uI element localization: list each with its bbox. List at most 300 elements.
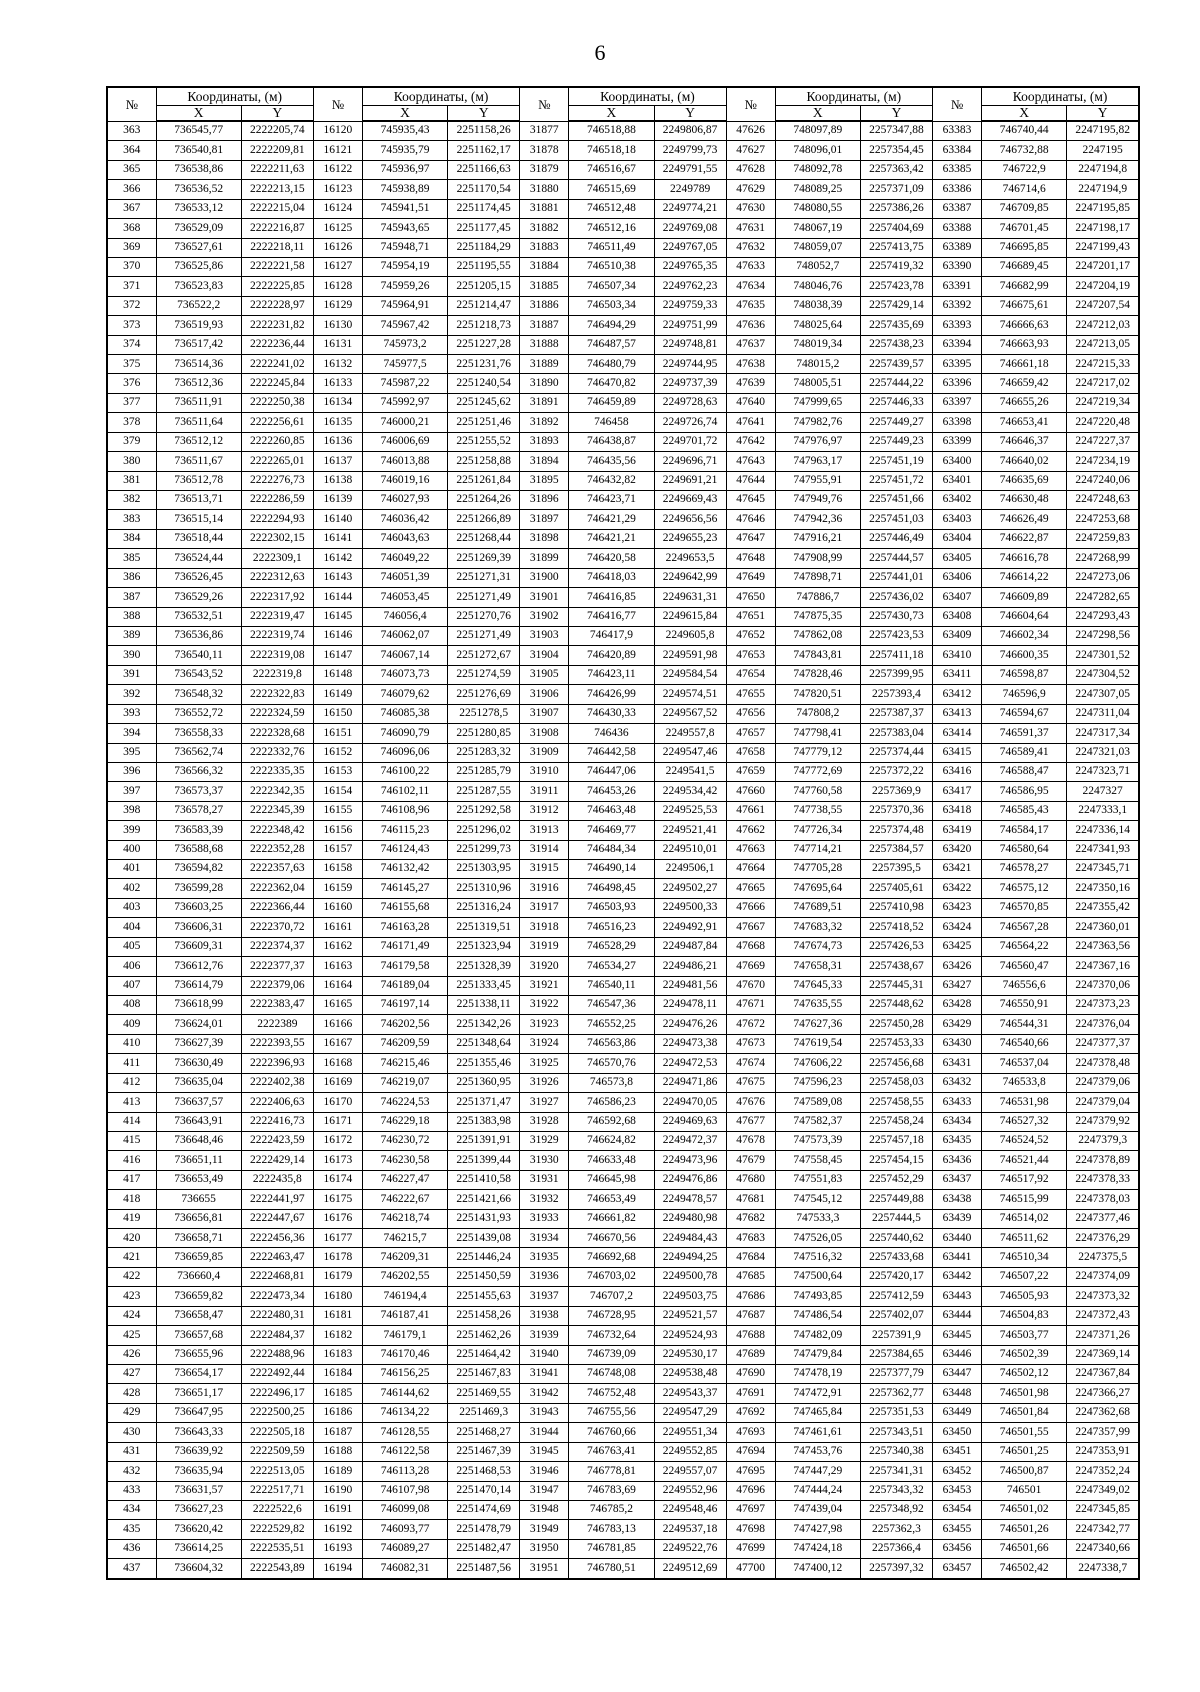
point-number-cell: 16146 xyxy=(313,626,362,645)
table-row xyxy=(107,1403,1139,1422)
point-number-cell: 31934 xyxy=(520,1229,569,1248)
point-number-cell: 47661 xyxy=(726,801,775,820)
y-coordinate-cell: 2247355,42 xyxy=(1067,898,1139,917)
x-coordinate-cell: 736660,4 xyxy=(156,1267,241,1286)
y-coordinate-cell: 2251269,39 xyxy=(448,549,520,568)
point-number-cell: 31930 xyxy=(520,1151,569,1170)
x-coordinate-cell: 746573,8 xyxy=(569,1073,654,1092)
point-number-cell: 31943 xyxy=(520,1403,569,1422)
table-row xyxy=(107,238,1139,257)
table-row xyxy=(107,646,1139,665)
y-coordinate-cell: 2251469,55 xyxy=(448,1384,520,1403)
y-coordinate-cell: 2257386,26 xyxy=(860,199,932,218)
point-number-cell: 16148 xyxy=(313,665,362,684)
x-coordinate-cell: 736545,77 xyxy=(156,121,241,141)
point-number-cell: 63431 xyxy=(933,1054,982,1073)
y-coordinate-cell: 2222456,36 xyxy=(241,1229,313,1248)
point-number-cell: 47664 xyxy=(726,860,775,879)
y-coordinate-cell: 2249767,05 xyxy=(654,238,726,257)
y-coordinate-cell: 2257413,75 xyxy=(860,238,932,257)
x-coordinate-cell: 736540,81 xyxy=(156,141,241,160)
point-number-cell: 63416 xyxy=(933,762,982,781)
y-coordinate-cell: 2222312,63 xyxy=(241,568,313,587)
y-coordinate-cell: 2251162,17 xyxy=(448,141,520,160)
y-coordinate-cell: 2249552,85 xyxy=(654,1442,726,1461)
x-coordinate-cell: 745938,89 xyxy=(362,180,447,199)
table-row xyxy=(107,801,1139,820)
point-number-cell: 31910 xyxy=(520,762,569,781)
y-coordinate-cell: 2247376,29 xyxy=(1067,1229,1139,1248)
table-row xyxy=(107,1520,1139,1539)
table-row xyxy=(107,568,1139,587)
x-coordinate-cell: 748038,39 xyxy=(775,296,860,315)
x-coordinate-cell: 746703,02 xyxy=(569,1267,654,1286)
x-coordinate-cell: 736604,32 xyxy=(156,1559,241,1579)
y-coordinate-cell: 2222205,74 xyxy=(241,121,313,141)
x-coordinate-cell: 746547,36 xyxy=(569,995,654,1014)
y-coordinate-cell: 2249478,57 xyxy=(654,1190,726,1209)
point-number-cell: 31945 xyxy=(520,1442,569,1461)
x-coordinate-cell: 746423,71 xyxy=(569,491,654,510)
y-coordinate-cell: 2222216,87 xyxy=(241,219,313,238)
point-number-cell: 16174 xyxy=(313,1170,362,1189)
point-number-cell: 31901 xyxy=(520,588,569,607)
y-coordinate-cell: 2247378,89 xyxy=(1067,1151,1139,1170)
point-number-cell: 63452 xyxy=(933,1462,982,1481)
y-coordinate-cell: 2251292,58 xyxy=(448,801,520,820)
y-coordinate-cell: 2247341,93 xyxy=(1067,840,1139,859)
y-coordinate-cell: 2251276,69 xyxy=(448,685,520,704)
point-number-cell: 397 xyxy=(107,782,156,801)
x-coordinate-cell: 746570,85 xyxy=(982,898,1067,917)
point-number-cell: 436 xyxy=(107,1539,156,1558)
table-row xyxy=(107,1170,1139,1189)
x-coordinate-cell: 746108,96 xyxy=(362,801,447,820)
point-number-cell: 31886 xyxy=(520,296,569,315)
x-coordinate-cell: 746653,49 xyxy=(569,1190,654,1209)
y-header: Y xyxy=(241,106,313,122)
x-coordinate-cell: 746540,66 xyxy=(982,1034,1067,1053)
point-number-cell: 47670 xyxy=(726,976,775,995)
y-coordinate-cell: 2257458,55 xyxy=(860,1093,932,1112)
point-number-cell: 47675 xyxy=(726,1073,775,1092)
y-coordinate-cell: 2257446,33 xyxy=(860,393,932,412)
x-header: X xyxy=(569,106,654,122)
y-coordinate-cell: 2257393,4 xyxy=(860,685,932,704)
y-coordinate-cell: 2222209,81 xyxy=(241,141,313,160)
y-coordinate-cell: 2222309,1 xyxy=(241,549,313,568)
x-coordinate-cell: 746589,41 xyxy=(982,743,1067,762)
x-coordinate-cell: 746155,68 xyxy=(362,898,447,917)
y-coordinate-cell: 2222218,11 xyxy=(241,238,313,257)
point-number-cell: 63412 xyxy=(933,685,982,704)
point-number-cell: 16171 xyxy=(313,1112,362,1131)
x-coordinate-cell: 736647,95 xyxy=(156,1403,241,1422)
y-coordinate-cell: 2249759,33 xyxy=(654,296,726,315)
y-coordinate-cell: 2249472,37 xyxy=(654,1131,726,1150)
point-number-cell: 31946 xyxy=(520,1462,569,1481)
y-coordinate-cell: 2257451,03 xyxy=(860,510,932,529)
x-coordinate-cell: 747760,58 xyxy=(775,782,860,801)
point-number-cell: 410 xyxy=(107,1034,156,1053)
y-coordinate-cell: 2249472,53 xyxy=(654,1054,726,1073)
y-coordinate-cell: 2249552,96 xyxy=(654,1481,726,1500)
y-coordinate-cell: 2251439,08 xyxy=(448,1229,520,1248)
y-coordinate-cell: 2247352,24 xyxy=(1067,1462,1139,1481)
y-coordinate-cell: 2251371,47 xyxy=(448,1093,520,1112)
y-coordinate-cell: 2247357,99 xyxy=(1067,1423,1139,1442)
y-coordinate-cell: 2249762,23 xyxy=(654,277,726,296)
y-coordinate-cell: 2257384,57 xyxy=(860,840,932,859)
x-header: X xyxy=(775,106,860,122)
x-coordinate-cell: 747683,32 xyxy=(775,918,860,937)
point-number-cell: 16130 xyxy=(313,316,362,335)
x-coordinate-cell: 736562,74 xyxy=(156,743,241,762)
point-number-cell: 63425 xyxy=(933,937,982,956)
point-number-cell: 47690 xyxy=(726,1365,775,1384)
y-coordinate-cell: 2257423,53 xyxy=(860,626,932,645)
point-number-cell: 16131 xyxy=(313,335,362,354)
table-row xyxy=(107,160,1139,179)
x-coordinate-cell: 746540,11 xyxy=(569,976,654,995)
point-number-cell: 31898 xyxy=(520,529,569,548)
x-coordinate-cell: 747862,08 xyxy=(775,626,860,645)
y-coordinate-cell: 2251214,47 xyxy=(448,296,520,315)
y-coordinate-cell: 2247259,83 xyxy=(1067,529,1139,548)
point-number-cell: 31921 xyxy=(520,976,569,995)
x-coordinate-cell: 747439,04 xyxy=(775,1500,860,1519)
x-coordinate-cell: 746516,67 xyxy=(569,160,654,179)
x-coordinate-cell: 747955,91 xyxy=(775,471,860,490)
y-coordinate-cell: 2247253,68 xyxy=(1067,510,1139,529)
point-number-cell: 16142 xyxy=(313,549,362,568)
table-row xyxy=(107,491,1139,510)
x-coordinate-cell: 747453,76 xyxy=(775,1442,860,1461)
point-number-cell: 16181 xyxy=(313,1306,362,1325)
y-coordinate-cell: 2257420,17 xyxy=(860,1267,932,1286)
x-coordinate-cell: 736612,76 xyxy=(156,957,241,976)
point-number-cell: 47680 xyxy=(726,1170,775,1189)
y-coordinate-cell: 2247273,06 xyxy=(1067,568,1139,587)
y-coordinate-cell: 2249473,96 xyxy=(654,1151,726,1170)
x-coordinate-cell: 747772,69 xyxy=(775,762,860,781)
y-coordinate-cell: 2247321,03 xyxy=(1067,743,1139,762)
y-coordinate-cell: 2249476,26 xyxy=(654,1015,726,1034)
x-coordinate-cell: 746113,28 xyxy=(362,1462,447,1481)
point-number-cell: 47665 xyxy=(726,879,775,898)
point-number-cell: 16168 xyxy=(313,1054,362,1073)
x-coordinate-cell: 747461,61 xyxy=(775,1423,860,1442)
table-row xyxy=(107,121,1139,141)
point-number-cell: 63451 xyxy=(933,1442,982,1461)
y-coordinate-cell: 2251218,73 xyxy=(448,316,520,335)
x-coordinate-cell: 746096,06 xyxy=(362,743,447,762)
x-coordinate-cell: 746511,49 xyxy=(569,238,654,257)
point-number-cell: 63426 xyxy=(933,957,982,976)
point-number-cell: 16193 xyxy=(313,1539,362,1558)
point-number-cell: 47660 xyxy=(726,782,775,801)
x-coordinate-cell: 736514,36 xyxy=(156,355,241,374)
point-number-cell: 16127 xyxy=(313,257,362,276)
x-coordinate-cell: 746505,93 xyxy=(982,1287,1067,1306)
y-coordinate-cell: 2251446,24 xyxy=(448,1248,520,1267)
y-coordinate-cell: 2249642,99 xyxy=(654,568,726,587)
y-coordinate-cell: 2249537,18 xyxy=(654,1520,726,1539)
x-coordinate-cell: 746067,14 xyxy=(362,646,447,665)
x-coordinate-cell: 746442,58 xyxy=(569,743,654,762)
point-number-cell: 63407 xyxy=(933,588,982,607)
y-coordinate-cell: 2257374,48 xyxy=(860,821,932,840)
x-coordinate-cell: 746438,87 xyxy=(569,432,654,451)
point-number-cell: 404 xyxy=(107,918,156,937)
x-coordinate-cell: 746785,2 xyxy=(569,1500,654,1519)
x-coordinate-cell: 746436 xyxy=(569,724,654,743)
x-coordinate-cell: 746598,87 xyxy=(982,665,1067,684)
x-coordinate-cell: 746170,46 xyxy=(362,1345,447,1364)
point-number-cell: 417 xyxy=(107,1170,156,1189)
x-coordinate-cell: 736523,83 xyxy=(156,277,241,296)
x-coordinate-cell: 745954,19 xyxy=(362,257,447,276)
point-number-cell: 16167 xyxy=(313,1034,362,1053)
x-coordinate-cell: 746019,16 xyxy=(362,471,447,490)
point-number-cell: 31894 xyxy=(520,452,569,471)
point-number-cell: 16129 xyxy=(313,296,362,315)
x-coordinate-cell: 746027,93 xyxy=(362,491,447,510)
point-number-cell: 418 xyxy=(107,1190,156,1209)
table-row xyxy=(107,335,1139,354)
point-number-cell: 63399 xyxy=(933,432,982,451)
y-coordinate-cell: 2249484,43 xyxy=(654,1229,726,1248)
point-number-cell: 31935 xyxy=(520,1248,569,1267)
table-header xyxy=(107,87,1139,121)
point-number-cell: 16183 xyxy=(313,1345,362,1364)
x-coordinate-cell: 746224,53 xyxy=(362,1093,447,1112)
y-coordinate-cell: 2257404,69 xyxy=(860,219,932,238)
y-coordinate-cell: 2251271,49 xyxy=(448,588,520,607)
point-number-cell: 31931 xyxy=(520,1170,569,1189)
y-coordinate-cell: 2222211,63 xyxy=(241,160,313,179)
point-number-cell: 16194 xyxy=(313,1559,362,1579)
point-number-cell: 63400 xyxy=(933,452,982,471)
y-coordinate-cell: 2249591,98 xyxy=(654,646,726,665)
y-coordinate-cell: 2247282,65 xyxy=(1067,588,1139,607)
y-coordinate-cell: 2251410,58 xyxy=(448,1170,520,1189)
x-coordinate-cell: 747820,51 xyxy=(775,685,860,704)
y-coordinate-cell: 2257391,9 xyxy=(860,1326,932,1345)
table-row xyxy=(107,413,1139,432)
point-number-cell: 16187 xyxy=(313,1423,362,1442)
x-coordinate-cell: 747465,84 xyxy=(775,1403,860,1422)
point-number-cell: 400 xyxy=(107,840,156,859)
point-number-cell: 63422 xyxy=(933,879,982,898)
x-coordinate-cell: 748015,2 xyxy=(775,355,860,374)
point-number-cell: 401 xyxy=(107,860,156,879)
point-number-cell: 16133 xyxy=(313,374,362,393)
point-number-cell: 31904 xyxy=(520,646,569,665)
x-coordinate-cell: 746752,48 xyxy=(569,1384,654,1403)
y-coordinate-cell: 2247336,14 xyxy=(1067,821,1139,840)
point-number-cell: 63408 xyxy=(933,607,982,626)
x-coordinate-cell: 736648,46 xyxy=(156,1131,241,1150)
point-number-header: № xyxy=(520,87,569,121)
table-row xyxy=(107,1442,1139,1461)
y-coordinate-cell: 2247213,05 xyxy=(1067,335,1139,354)
y-coordinate-cell: 2222362,04 xyxy=(241,879,313,898)
x-coordinate-cell: 747645,33 xyxy=(775,976,860,995)
y-coordinate-cell: 2249469,63 xyxy=(654,1112,726,1131)
x-coordinate-cell: 736527,61 xyxy=(156,238,241,257)
point-number-cell: 385 xyxy=(107,549,156,568)
y-coordinate-cell: 2247345,85 xyxy=(1067,1500,1139,1519)
point-number-cell: 63388 xyxy=(933,219,982,238)
point-number-cell: 47643 xyxy=(726,452,775,471)
x-coordinate-cell: 747916,21 xyxy=(775,529,860,548)
table-row xyxy=(107,1054,1139,1073)
y-coordinate-cell: 2222529,82 xyxy=(241,1520,313,1539)
point-number-cell: 31914 xyxy=(520,840,569,859)
y-coordinate-cell: 2251391,91 xyxy=(448,1131,520,1150)
point-number-cell: 16160 xyxy=(313,898,362,917)
x-coordinate-cell: 746518,18 xyxy=(569,141,654,160)
point-number-cell: 363 xyxy=(107,121,156,141)
point-number-cell: 414 xyxy=(107,1112,156,1131)
y-header: Y xyxy=(860,106,932,122)
x-coordinate-cell: 746653,41 xyxy=(982,413,1067,432)
table-row xyxy=(107,1326,1139,1345)
x-coordinate-cell: 746586,23 xyxy=(569,1093,654,1112)
x-coordinate-cell: 746503,93 xyxy=(569,898,654,917)
point-number-cell: 47640 xyxy=(726,393,775,412)
y-coordinate-cell: 2249530,17 xyxy=(654,1345,726,1364)
point-number-cell: 379 xyxy=(107,432,156,451)
y-coordinate-cell: 2251464,42 xyxy=(448,1345,520,1364)
y-coordinate-cell: 2247293,43 xyxy=(1067,607,1139,626)
point-number-cell: 31908 xyxy=(520,724,569,743)
point-number-cell: 407 xyxy=(107,976,156,995)
table-row xyxy=(107,277,1139,296)
point-number-cell: 31923 xyxy=(520,1015,569,1034)
y-coordinate-cell: 2222215,04 xyxy=(241,199,313,218)
y-coordinate-cell: 2249500,78 xyxy=(654,1267,726,1286)
point-number-cell: 47632 xyxy=(726,238,775,257)
x-coordinate-cell: 747999,65 xyxy=(775,393,860,412)
point-number-cell: 31889 xyxy=(520,355,569,374)
y-coordinate-cell: 2257405,61 xyxy=(860,879,932,898)
point-number-cell: 47644 xyxy=(726,471,775,490)
y-coordinate-cell: 2222221,58 xyxy=(241,257,313,276)
x-coordinate-cell: 746426,99 xyxy=(569,685,654,704)
x-coordinate-cell: 747596,23 xyxy=(775,1073,860,1092)
x-coordinate-cell: 746502,42 xyxy=(982,1559,1067,1579)
y-coordinate-cell: 2247198,17 xyxy=(1067,219,1139,238)
point-number-cell: 63453 xyxy=(933,1481,982,1500)
x-coordinate-cell: 746453,26 xyxy=(569,782,654,801)
y-header: Y xyxy=(448,106,520,122)
table-row xyxy=(107,957,1139,976)
y-coordinate-cell: 2222517,71 xyxy=(241,1481,313,1500)
y-coordinate-cell: 2251166,63 xyxy=(448,160,520,179)
point-number-cell: 377 xyxy=(107,393,156,412)
y-coordinate-cell: 2249551,34 xyxy=(654,1423,726,1442)
y-coordinate-cell: 2257362,77 xyxy=(860,1384,932,1403)
y-coordinate-cell: 2222319,47 xyxy=(241,607,313,626)
point-number-cell: 63387 xyxy=(933,199,982,218)
y-coordinate-cell: 2247240,06 xyxy=(1067,471,1139,490)
y-coordinate-cell: 2247363,56 xyxy=(1067,937,1139,956)
x-coordinate-cell: 746230,72 xyxy=(362,1131,447,1150)
y-coordinate-cell: 2251296,02 xyxy=(448,821,520,840)
table-row xyxy=(107,296,1139,315)
table-row xyxy=(107,529,1139,548)
x-coordinate-cell: 747573,39 xyxy=(775,1131,860,1150)
point-number-cell: 63406 xyxy=(933,568,982,587)
y-coordinate-cell: 2251383,98 xyxy=(448,1112,520,1131)
y-coordinate-cell: 2222260,85 xyxy=(241,432,313,451)
x-coordinate-cell: 746494,29 xyxy=(569,316,654,335)
x-coordinate-cell: 746502,12 xyxy=(982,1365,1067,1384)
point-number-cell: 435 xyxy=(107,1520,156,1539)
point-number-cell: 16176 xyxy=(313,1209,362,1228)
table-row xyxy=(107,316,1139,335)
point-number-cell: 388 xyxy=(107,607,156,626)
point-number-cell: 16143 xyxy=(313,568,362,587)
y-coordinate-cell: 2247227,37 xyxy=(1067,432,1139,451)
x-coordinate-cell: 746421,29 xyxy=(569,510,654,529)
point-number-cell: 403 xyxy=(107,898,156,917)
point-number-cell: 31891 xyxy=(520,393,569,412)
x-coordinate-cell: 747606,22 xyxy=(775,1054,860,1073)
y-coordinate-cell: 2222319,8 xyxy=(241,665,313,684)
point-number-cell: 421 xyxy=(107,1248,156,1267)
point-number-cell: 63404 xyxy=(933,529,982,548)
y-coordinate-cell: 2249473,38 xyxy=(654,1034,726,1053)
y-coordinate-cell: 2222276,73 xyxy=(241,471,313,490)
point-number-cell: 47671 xyxy=(726,995,775,1014)
point-number-cell: 31880 xyxy=(520,180,569,199)
x-coordinate-cell: 746556,6 xyxy=(982,976,1067,995)
point-number-cell: 47695 xyxy=(726,1462,775,1481)
x-coordinate-cell: 747695,64 xyxy=(775,879,860,898)
y-coordinate-cell: 2251280,85 xyxy=(448,724,520,743)
y-coordinate-cell: 2249726,74 xyxy=(654,413,726,432)
x-coordinate-cell: 736578,27 xyxy=(156,801,241,820)
y-coordinate-cell: 2251310,96 xyxy=(448,879,520,898)
y-coordinate-cell: 2257446,49 xyxy=(860,529,932,548)
point-number-cell: 16172 xyxy=(313,1131,362,1150)
point-number-cell: 47679 xyxy=(726,1151,775,1170)
x-coordinate-cell: 746783,69 xyxy=(569,1481,654,1500)
point-number-cell: 16120 xyxy=(313,121,362,141)
y-coordinate-cell: 2249503,75 xyxy=(654,1287,726,1306)
point-number-cell: 31937 xyxy=(520,1287,569,1306)
point-number-cell: 47652 xyxy=(726,626,775,645)
y-coordinate-cell: 2222379,06 xyxy=(241,976,313,995)
y-coordinate-cell: 2257383,04 xyxy=(860,724,932,743)
x-coordinate-cell: 746187,41 xyxy=(362,1306,447,1325)
point-number-cell: 437 xyxy=(107,1559,156,1579)
y-coordinate-cell: 2222488,96 xyxy=(241,1345,313,1364)
point-number-cell: 31907 xyxy=(520,704,569,723)
x-coordinate-cell: 746102,11 xyxy=(362,782,447,801)
point-number-cell: 63396 xyxy=(933,374,982,393)
table-row xyxy=(107,549,1139,568)
x-coordinate-cell: 746501 xyxy=(982,1481,1067,1500)
x-coordinate-cell: 747545,12 xyxy=(775,1190,860,1209)
y-coordinate-cell: 2257449,88 xyxy=(860,1190,932,1209)
x-coordinate-cell: 736657,68 xyxy=(156,1326,241,1345)
y-coordinate-cell: 2251458,26 xyxy=(448,1306,520,1325)
x-coordinate-cell: 746586,95 xyxy=(982,782,1067,801)
